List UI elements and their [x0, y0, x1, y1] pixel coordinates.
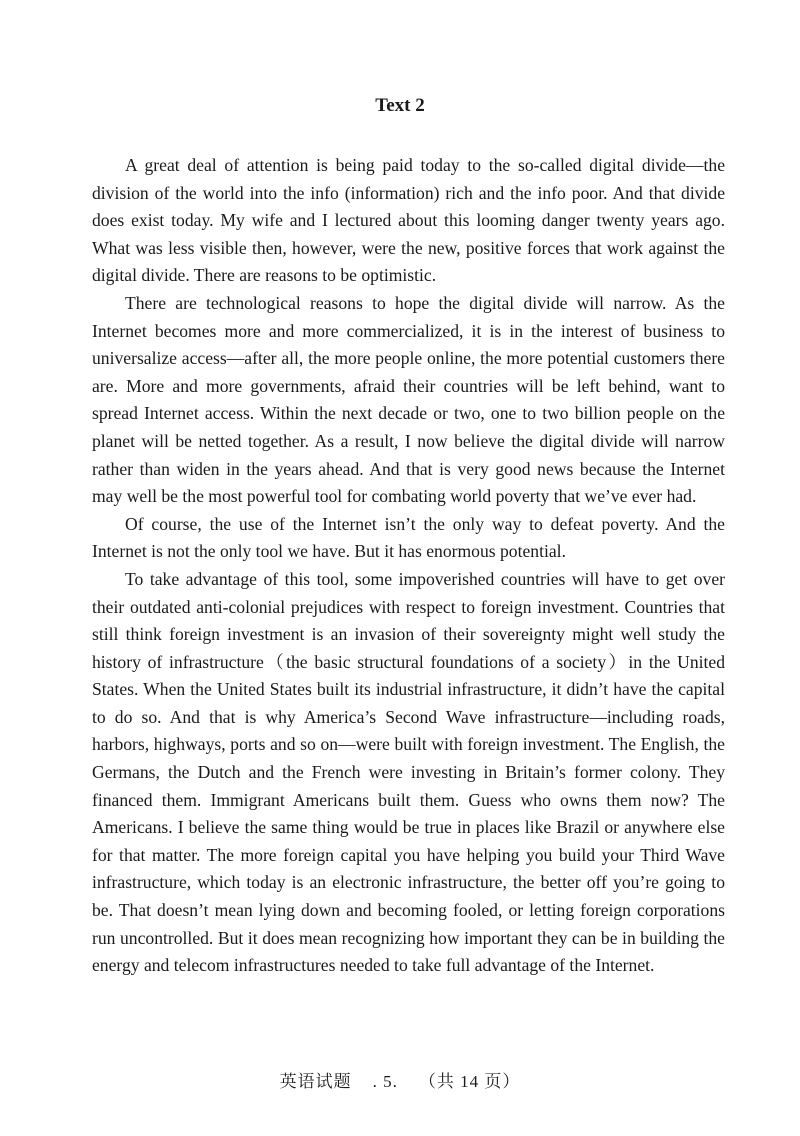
footer-page-number: . 5.: [372, 1072, 398, 1091]
paragraph-2: There are technological reasons to hope the digital divide will narrow. As the Internet becomes more and more commercialized, it is in the interest of business to universalize access—after all, the more people online, the more potential customers there are. More and more governments, afraid their countries will be left behind, want to spread Internet access. Within the next decade or two, one to two billion people on the planet will be netted together. As a result, I now believe the digital divide will narrow rather than widen in the years ahead. And that is very good news because the Internet may well be the most powerful tool for combating world poverty that we’ve ever had.: [92, 292, 725, 507]
page-footer: [0, 1071, 800, 1093]
paragraph-4: To take advantage of this tool, some impoverished countries will have to get over their outdated anti-colonial prejudices with respect to foreign investment. Countries that still think foreign investment is an invasion of their sovereignty might well study the history of infrastructure（the basic structural foundations of a society）in the United States. When the United States built its industrial infrastructure, it didn’t have the capital to do so. And that is why America’s Second Wave infrastructure—including roads, harbors, highways, ports and so on—were built with foreign investment. The English, the Germans, the Dutch and the French were investing in Britain’s former colony. They financed them. Immigrant Americans built them. Guess who owns them now? The Americans. I believe the same thing would be true in places like Brazil or anywhere else for that matter. The more foreign capital you have helping you build your Third Wave infrastructure, which today is an electronic infrastructure, the better off you’re going to be. That doesn’t mean lying down and becoming fooled, or letting foreign corporations run uncontrolled. But it does mean recognizing how important they can be in building the energy and telecom infrastructures needed to take full advantage of the Internet.: [92, 568, 725, 976]
passage-body: [92, 152, 725, 980]
paragraph-1: A great deal of attention is being paid today to the so-called digital divide—the division of the world into the info (information) rich and the info poor. And that divide does exist today. My wife and I lectured about this looming danger twenty years ago. What was less visible then, however, were the new, positive forces that work against the digital divide. There are reasons to be optimistic.: [92, 155, 725, 286]
paragraph-3: Of course, the use of the Internet isn’t the only way to defeat poverty. And the Internet is not the only tool we have. But it has enormous potential.: [92, 513, 725, 562]
footer-total-pages: （共 14 页）: [418, 1072, 521, 1091]
footer-subject: 英语试题: [279, 1072, 352, 1091]
section-title: Text 2: [375, 95, 425, 116]
